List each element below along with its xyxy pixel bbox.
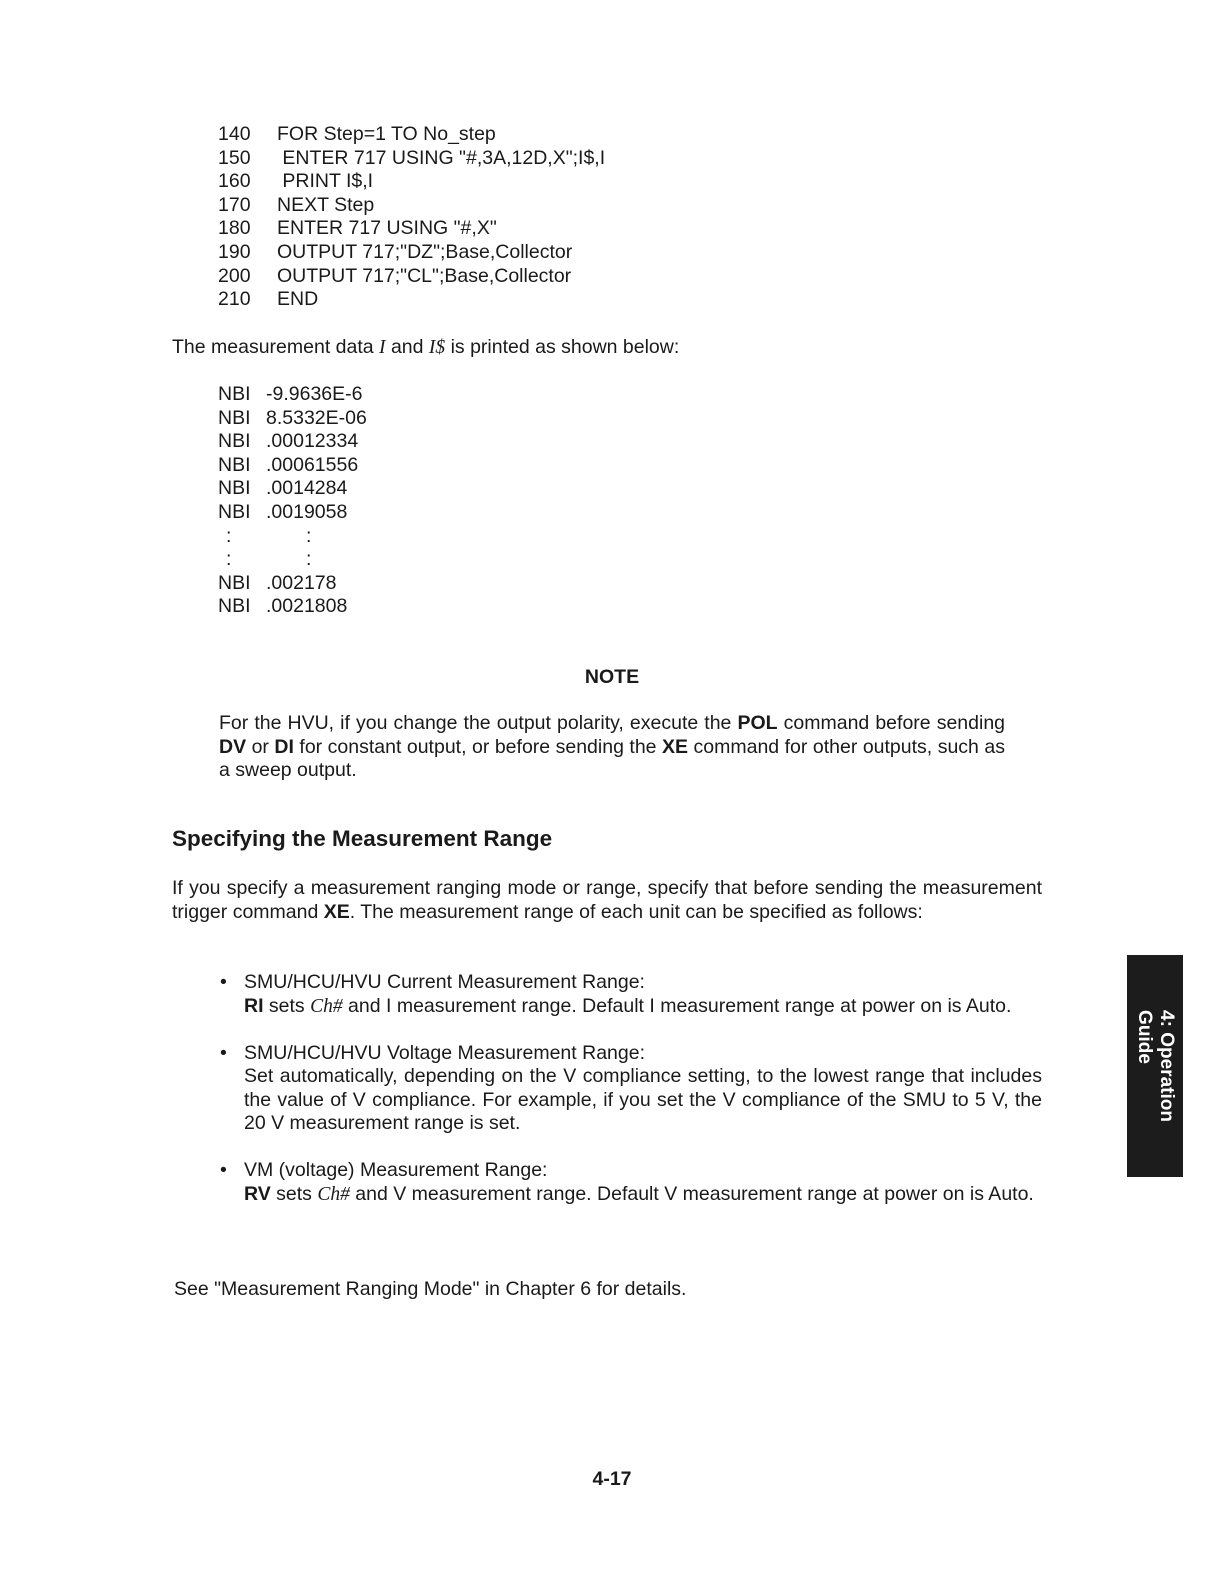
code-text: OUTPUT 717;"CL";Base,Collector xyxy=(277,264,572,287)
chapter-tab-label xyxy=(1133,1010,1177,1122)
data-label: NBI xyxy=(218,500,251,523)
channel-variable: Ch# xyxy=(310,995,343,1017)
list-item-title: SMU/HCU/HVU Voltage Measurement Range: xyxy=(244,1041,645,1064)
data-row xyxy=(218,454,367,478)
bullet-icon: • xyxy=(220,971,227,993)
line-number: 170 xyxy=(218,193,251,216)
list-item-title: SMU/HCU/HVU Current Measurement Range: xyxy=(244,971,645,993)
data-label: NBI xyxy=(218,406,251,429)
command-name: POL xyxy=(737,712,778,734)
section-paragraph xyxy=(172,877,1042,924)
chapter-tab-line: Guide xyxy=(1134,1010,1155,1064)
data-row xyxy=(218,477,367,501)
data-label: NBI xyxy=(218,571,251,594)
line-number: 200 xyxy=(218,264,251,287)
code-text: NEXT Step xyxy=(277,193,375,216)
code-text: END xyxy=(277,288,319,311)
data-row xyxy=(218,430,367,454)
data-value: .00061556 xyxy=(266,453,359,476)
bullet-icon: • xyxy=(220,1159,227,1181)
code-line xyxy=(218,217,605,241)
code-text: FOR Step=1 TO No_step xyxy=(277,123,496,145)
data-value: 8.5332E-06 xyxy=(266,406,367,429)
list-item xyxy=(220,971,1042,1018)
note-text: For the HVU, if you change the output polarity, execute the xyxy=(219,712,738,734)
note-text: for constant output, or before sending the xyxy=(293,735,663,758)
intro-variable: I xyxy=(379,337,386,358)
code-line xyxy=(218,147,605,171)
note-body xyxy=(219,712,1005,783)
intro-sentence xyxy=(172,336,679,359)
line-number: 150 xyxy=(218,146,251,169)
data-row xyxy=(218,595,367,619)
desc-text: sets xyxy=(263,994,311,1017)
channel-variable: Ch# xyxy=(317,1183,350,1205)
data-value: .0019058 xyxy=(266,500,348,523)
paragraph-text: . The measurement range of each unit can be specified as follows: xyxy=(349,900,923,923)
note-title: NOTE xyxy=(584,666,640,688)
measurement-output xyxy=(218,383,367,619)
range-list xyxy=(220,971,1042,1230)
data-label: NBI xyxy=(218,595,251,618)
list-item xyxy=(220,1042,1042,1136)
list-item-desc xyxy=(244,995,1042,1019)
code-text: OUTPUT 717;"DZ";Base,Collector xyxy=(277,240,573,263)
data-row xyxy=(218,407,367,431)
line-number: 180 xyxy=(218,217,251,240)
data-label: NBI xyxy=(218,477,251,500)
chapter-tab-line: 4: Operation xyxy=(1156,1010,1177,1122)
command-name: DV xyxy=(219,735,247,758)
see-also-note: See "Measurement Ranging Mode" in Chapter 6 for details. xyxy=(174,1278,687,1300)
data-label: NBI xyxy=(218,383,251,405)
chapter-tab xyxy=(1127,955,1183,1177)
data-label: NBI xyxy=(218,430,251,453)
page-number: 4-17 xyxy=(592,1468,632,1490)
data-row xyxy=(218,501,367,525)
code-text: ENTER 717 USING "#,X" xyxy=(277,217,497,240)
data-value: .0014284 xyxy=(266,477,348,500)
ellipsis-row xyxy=(218,525,367,549)
list-item xyxy=(220,1159,1042,1206)
data-row xyxy=(218,572,367,596)
code-listing xyxy=(218,123,605,312)
intro-variable: I$ xyxy=(428,337,446,358)
desc-text: and V measurement range. Default V measurement range at power on is Auto. xyxy=(349,1182,1034,1205)
note-text: or xyxy=(246,735,275,758)
line-number: 190 xyxy=(218,240,251,263)
data-value: .0021808 xyxy=(266,595,348,618)
code-text: ENTER 717 USING "#,3A,12D,X";I$,I xyxy=(277,146,606,169)
code-line xyxy=(218,241,605,265)
data-value: .002178 xyxy=(266,571,337,594)
command-name: RV xyxy=(244,1182,271,1205)
code-line xyxy=(218,194,605,218)
command-name: XE xyxy=(662,735,689,758)
bullet-icon: • xyxy=(220,1041,227,1064)
line-number: 210 xyxy=(218,288,251,311)
section-heading: Specifying the Measurement Range xyxy=(172,826,553,851)
desc-text: sets xyxy=(270,1182,318,1205)
command-name: DI xyxy=(274,735,294,758)
note-text: command for other outputs, such as a sweep output. xyxy=(219,735,1005,781)
data-label: NBI xyxy=(218,453,251,476)
ellipsis-mark: : xyxy=(306,524,312,547)
ellipsis-row xyxy=(218,548,367,572)
code-line xyxy=(218,170,605,194)
note-text: command before sending xyxy=(777,712,1006,734)
desc-text: and I measurement range. Default I measurement range at power on is Auto. xyxy=(342,994,1012,1017)
ellipsis-mark: : xyxy=(226,524,232,547)
ellipsis-mark: : xyxy=(306,548,312,571)
list-item-desc xyxy=(244,1183,1042,1207)
command-name: RI xyxy=(244,994,264,1017)
intro-text: The measurement data xyxy=(172,336,380,358)
ellipsis-mark: : xyxy=(226,548,232,571)
command-name: XE xyxy=(323,900,350,923)
paragraph-text: If you specify a measurement ranging mode or range, specify that before sending the measurement trigger command xyxy=(172,877,1042,923)
code-text: PRINT I$,I xyxy=(277,170,374,193)
list-item-title: VM (voltage) Measurement Range: xyxy=(244,1159,548,1181)
data-value: .00012334 xyxy=(266,430,359,453)
line-number: 140 xyxy=(218,123,251,145)
code-line xyxy=(218,288,605,312)
data-row xyxy=(218,383,367,407)
code-line xyxy=(218,123,605,147)
intro-text: and xyxy=(385,336,429,358)
line-number: 160 xyxy=(218,170,251,193)
data-value: -9.9636E-6 xyxy=(266,383,363,405)
code-line xyxy=(218,265,605,289)
list-item-desc: Set automatically, depending on the V compliance setting, to the lowest range that includes the value of V compliance. For example, if you set the V compliance of the SMU to 5 V, the 20 V measurement range is set. xyxy=(244,1065,1042,1134)
intro-text: is printed as shown below: xyxy=(445,336,680,358)
